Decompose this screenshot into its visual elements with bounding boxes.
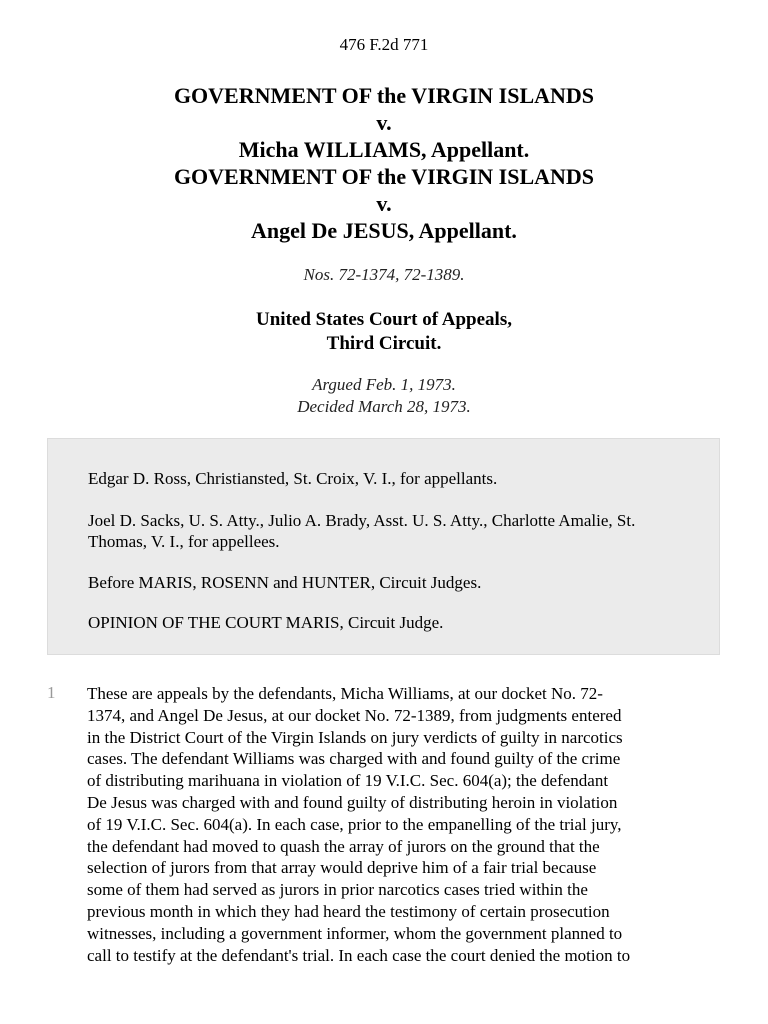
paragraph-line: cases. The defendant Williams was charged with and found guilty of the crime xyxy=(87,749,621,769)
opinion-author: OPINION OF THE COURT MARIS, Circuit Judge. xyxy=(88,613,444,632)
title-line: GOVERNMENT OF the VIRGIN ISLANDS xyxy=(173,83,595,108)
paragraph-line: the defendant had moved to quash the array of jurors on the ground that the xyxy=(87,836,600,856)
counsel-appellees: Joel D. Sacks, U. S. Atty., Julio A. Brady, Asst. U. S. Atty., Charlotte Amalie, St. Thomas, V. I., for appellees. xyxy=(88,511,636,551)
case-citation: 476 F.2d 771 xyxy=(339,35,429,54)
argued-date: Argued Feb. 1, 1973. xyxy=(312,375,456,394)
opinion-paragraph xyxy=(87,683,723,966)
paragraph-line: 1374, and Angel De Jesus, at our docket No. 72-1389, from judgments entered xyxy=(87,705,622,725)
paragraph-line: of distributing marihuana in violation of 19 V.I.C. Sec. 604(a); the defendant xyxy=(87,771,609,791)
case-dates xyxy=(0,374,768,418)
court-line-1: United States Court of Appeals, xyxy=(256,309,512,330)
paragraph-number: 1 xyxy=(47,683,56,702)
title-line: Angel De JESUS, Appellant. xyxy=(251,218,517,243)
paragraph-line: These are appeals by the defendants, Micha Williams, at our docket No. 72- xyxy=(87,684,603,703)
title-line: v. xyxy=(376,110,392,135)
paragraph-line: selection of jurors from that array would deprive him of a fair trial because xyxy=(87,858,597,878)
paragraph-line: of 19 V.I.C. Sec. 604(a). In each case, prior to the empanelling of the trial jury, xyxy=(87,814,622,834)
counsel-appellants: Edgar D. Ross, Christiansted, St. Croix, V. I., for appellants. xyxy=(88,469,498,488)
paragraph-line: witnesses, including a government informer, whom the government planned to xyxy=(87,923,623,943)
paragraph-line: De Jesus was charged with and found guilty of distributing heroin in violation xyxy=(87,792,618,812)
counsel-box xyxy=(47,438,720,655)
docket-numbers: Nos. 72-1374, 72-1389. xyxy=(303,265,465,284)
title-line: GOVERNMENT OF the VIRGIN ISLANDS xyxy=(173,164,595,189)
panel-judges: Before MARIS, ROSENN and HUNTER, Circuit Judges. xyxy=(88,573,482,592)
paragraph-line: previous month in which they had heard the testimony of certain prosecution xyxy=(87,901,610,921)
court-line-2: Third Circuit. xyxy=(326,333,442,354)
paragraph-line: call to testify at the defendant's trial. In each case the court denied the motion to xyxy=(87,945,631,965)
court-name xyxy=(0,308,768,356)
title-line: v. xyxy=(376,191,392,216)
paragraph-line: some of them had served as jurors in prior narcotics cases tried within the xyxy=(87,880,588,900)
case-title xyxy=(0,82,768,244)
decided-date: Decided March 28, 1973. xyxy=(297,397,471,416)
paragraph-line: in the District Court of the Virgin Islands on jury verdicts of guilty in narcotics xyxy=(87,727,623,747)
title-line: Micha WILLIAMS, Appellant. xyxy=(238,137,530,162)
